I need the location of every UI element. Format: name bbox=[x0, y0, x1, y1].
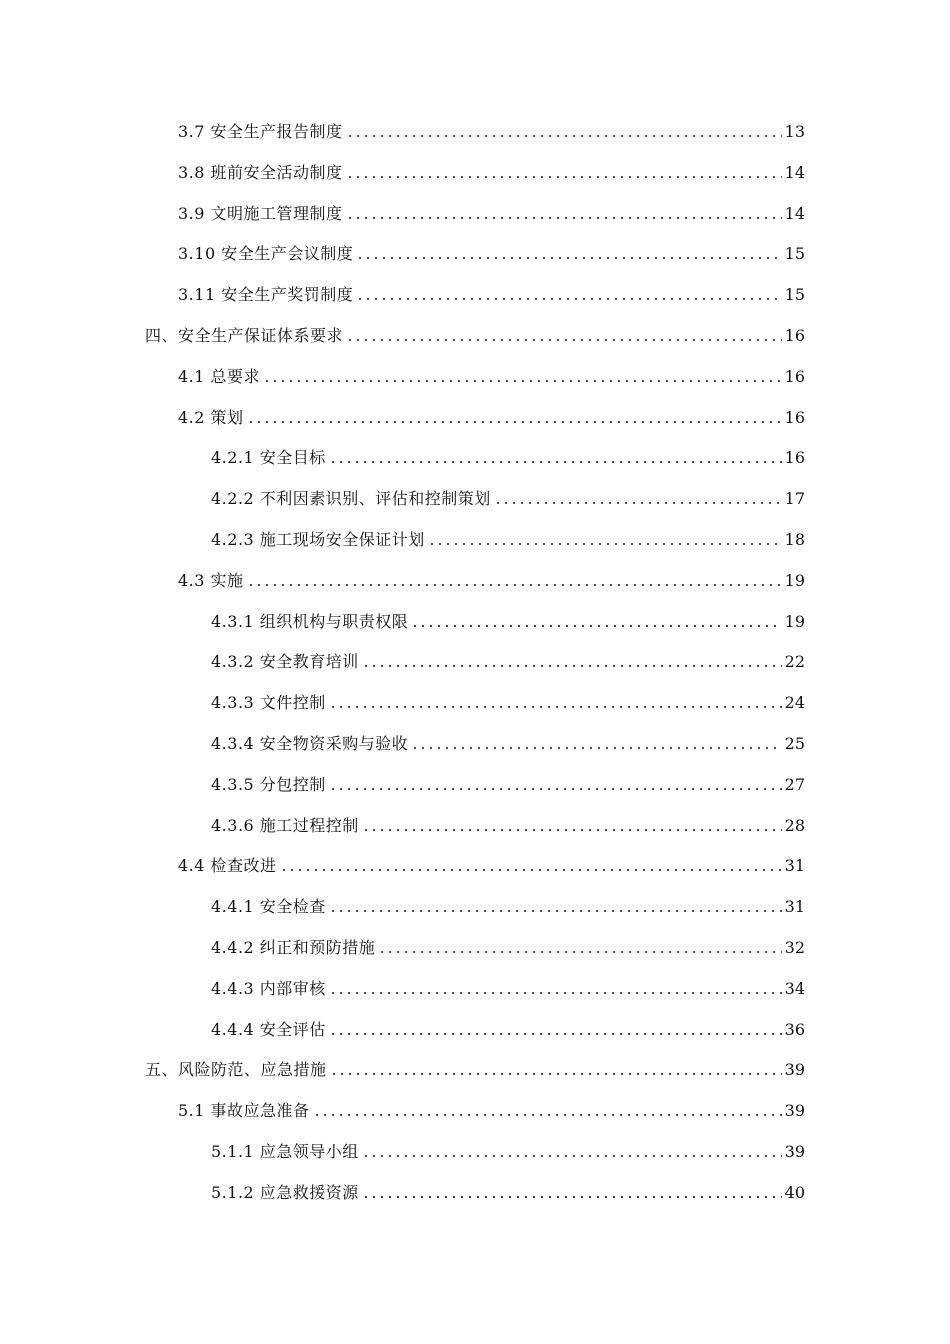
toc-page-number: 16 bbox=[784, 326, 805, 345]
toc-entry[interactable] bbox=[211, 1016, 805, 1040]
toc-entry[interactable] bbox=[178, 240, 805, 264]
toc-page-number: 16 bbox=[784, 448, 805, 468]
toc-page-number: 31 bbox=[784, 897, 805, 917]
toc-dot-leader bbox=[356, 246, 781, 260]
toc-entry[interactable] bbox=[178, 281, 805, 305]
toc-dot-leader bbox=[362, 654, 782, 668]
toc-page-number: 31 bbox=[784, 856, 805, 876]
toc-entry-label: 4.4.1 安全检查 bbox=[211, 897, 326, 917]
toc-entry[interactable] bbox=[178, 200, 805, 224]
toc-dot-leader bbox=[280, 858, 782, 872]
toc-entry[interactable] bbox=[211, 689, 805, 713]
toc-entry[interactable] bbox=[178, 1097, 805, 1121]
toc-page-number: 13 bbox=[784, 122, 805, 141]
toc-page-number: 34 bbox=[784, 978, 805, 998]
toc-entry[interactable] bbox=[211, 812, 805, 836]
toc-entry[interactable] bbox=[178, 404, 805, 428]
toc-dot-leader bbox=[346, 328, 782, 342]
toc-entry[interactable] bbox=[211, 485, 805, 509]
toc-page-number: 15 bbox=[784, 285, 805, 305]
toc-dot-leader bbox=[378, 940, 781, 954]
toc-entry[interactable] bbox=[145, 322, 805, 346]
toc-entry-label: 5.1 事故应急准备 bbox=[178, 1101, 310, 1121]
toc-dot-leader bbox=[329, 899, 782, 913]
toc-entry-label: 4.3.6 施工过程控制 bbox=[211, 815, 359, 835]
toc-page-number: 14 bbox=[784, 203, 805, 223]
toc-dot-leader bbox=[494, 491, 782, 505]
toc-entry[interactable] bbox=[178, 567, 805, 591]
toc-entry[interactable] bbox=[211, 1179, 805, 1203]
toc-entry[interactable] bbox=[211, 526, 805, 550]
toc-entry-label: 3.10 安全生产会议制度 bbox=[178, 244, 354, 264]
toc-entry-label: 4.4.2 纠正和预防措施 bbox=[211, 938, 376, 957]
toc-entry-label: 4.3.5 分包控制 bbox=[211, 774, 326, 794]
toc-entry-label: 4.3.4 安全物资采购与验收 bbox=[211, 734, 409, 753]
toc-dot-leader bbox=[247, 410, 782, 424]
toc-dot-leader bbox=[263, 369, 782, 383]
toc-entry-label: 3.8 班前安全活动制度 bbox=[178, 162, 343, 182]
toc-entry-label: 4.2.3 施工现场安全保证计划 bbox=[211, 530, 425, 549]
toc-entry-label: 4.4.4 安全评估 bbox=[211, 1019, 326, 1039]
toc-page-number: 32 bbox=[784, 938, 805, 957]
toc-page-number: 15 bbox=[784, 244, 805, 264]
toc-page-number: 16 bbox=[784, 407, 805, 427]
toc-dot-leader bbox=[329, 695, 782, 709]
toc-entry-label: 4.2.2 不利因素识别、评估和控制策划 bbox=[211, 489, 491, 509]
toc-page-number: 17 bbox=[784, 489, 805, 509]
toc-dot-leader bbox=[356, 287, 781, 301]
toc-entry[interactable] bbox=[211, 648, 805, 672]
toc-dot-leader bbox=[411, 614, 781, 628]
toc-entry-label: 3.9 文明施工管理制度 bbox=[178, 203, 343, 223]
toc-entry-label: 5.1.2 应急救援资源 bbox=[211, 1182, 359, 1202]
toc-entry-label: 4.3.2 安全教育培训 bbox=[211, 652, 359, 672]
toc-entry[interactable] bbox=[211, 730, 805, 754]
toc-page-number: 19 bbox=[784, 611, 805, 631]
toc-entry[interactable] bbox=[178, 852, 805, 876]
toc-entry[interactable] bbox=[211, 934, 805, 958]
toc-dot-leader bbox=[330, 1062, 782, 1076]
toc-page-number: 14 bbox=[784, 162, 805, 182]
toc-entry-label: 4.4 检查改进 bbox=[178, 856, 277, 876]
toc-page-number: 39 bbox=[784, 1060, 805, 1080]
toc-entry[interactable] bbox=[211, 608, 805, 632]
toc-page-number: 39 bbox=[784, 1101, 805, 1121]
toc-page-number: 22 bbox=[784, 652, 805, 672]
toc-dot-leader bbox=[329, 777, 782, 791]
toc-page-number: 36 bbox=[784, 1019, 805, 1039]
toc-page-number: 28 bbox=[784, 815, 805, 835]
toc-entry-label: 4.3.1 组织机构与职责权限 bbox=[211, 611, 409, 631]
toc-page-number: 27 bbox=[784, 774, 805, 794]
toc-entry-label: 四、安全生产保证体系要求 bbox=[145, 326, 344, 345]
toc-page-number: 24 bbox=[784, 693, 805, 713]
toc-dot-leader bbox=[329, 1022, 782, 1036]
toc-entry-label: 5.1.1 应急领导小组 bbox=[211, 1142, 359, 1161]
toc-entry-label: 4.3 实施 bbox=[178, 570, 244, 590]
toc-entry[interactable] bbox=[178, 159, 805, 183]
toc-page-number: 39 bbox=[784, 1142, 805, 1161]
toc-dot-leader bbox=[428, 532, 782, 546]
toc-dot-leader bbox=[247, 573, 782, 587]
toc-entry[interactable] bbox=[211, 975, 805, 999]
toc-entry-label: 4.1 总要求 bbox=[178, 366, 261, 386]
toc-dot-leader bbox=[411, 736, 781, 750]
toc-entry-label: 4.4.3 内部审核 bbox=[211, 978, 326, 998]
toc-dot-leader bbox=[329, 981, 782, 995]
toc-entry-label: 3.7 安全生产报告制度 bbox=[178, 122, 343, 141]
toc-entry[interactable] bbox=[211, 771, 805, 795]
toc-entry-label: 3.11 安全生产奖罚制度 bbox=[178, 285, 354, 305]
toc-entry[interactable] bbox=[145, 1056, 805, 1080]
toc-entry-label: 4.3.3 文件控制 bbox=[211, 693, 326, 713]
toc-dot-leader bbox=[362, 818, 782, 832]
toc-dot-leader bbox=[362, 1144, 782, 1158]
toc-entry[interactable] bbox=[211, 893, 805, 917]
toc-page-number: 19 bbox=[784, 570, 805, 590]
toc-dot-leader bbox=[346, 124, 782, 138]
toc-page-number: 25 bbox=[784, 734, 805, 753]
toc-entry[interactable] bbox=[178, 118, 805, 142]
toc-entry-label: 五、风险防范、应急措施 bbox=[145, 1060, 327, 1080]
toc-dot-leader bbox=[362, 1185, 782, 1199]
toc-entry[interactable] bbox=[211, 444, 805, 468]
toc-dot-leader bbox=[329, 450, 782, 464]
toc-entry[interactable] bbox=[178, 363, 805, 387]
toc-page-number: 18 bbox=[784, 530, 805, 549]
toc-page-number: 16 bbox=[784, 366, 805, 386]
toc-entry-label: 4.2.1 安全目标 bbox=[211, 448, 326, 468]
toc-dot-leader bbox=[313, 1103, 782, 1117]
toc-entry[interactable] bbox=[211, 1138, 805, 1162]
toc-dot-leader bbox=[346, 206, 782, 220]
toc-dot-leader bbox=[346, 165, 782, 179]
toc-entry-label: 4.2 策划 bbox=[178, 407, 244, 427]
toc-page-number: 40 bbox=[784, 1182, 805, 1202]
